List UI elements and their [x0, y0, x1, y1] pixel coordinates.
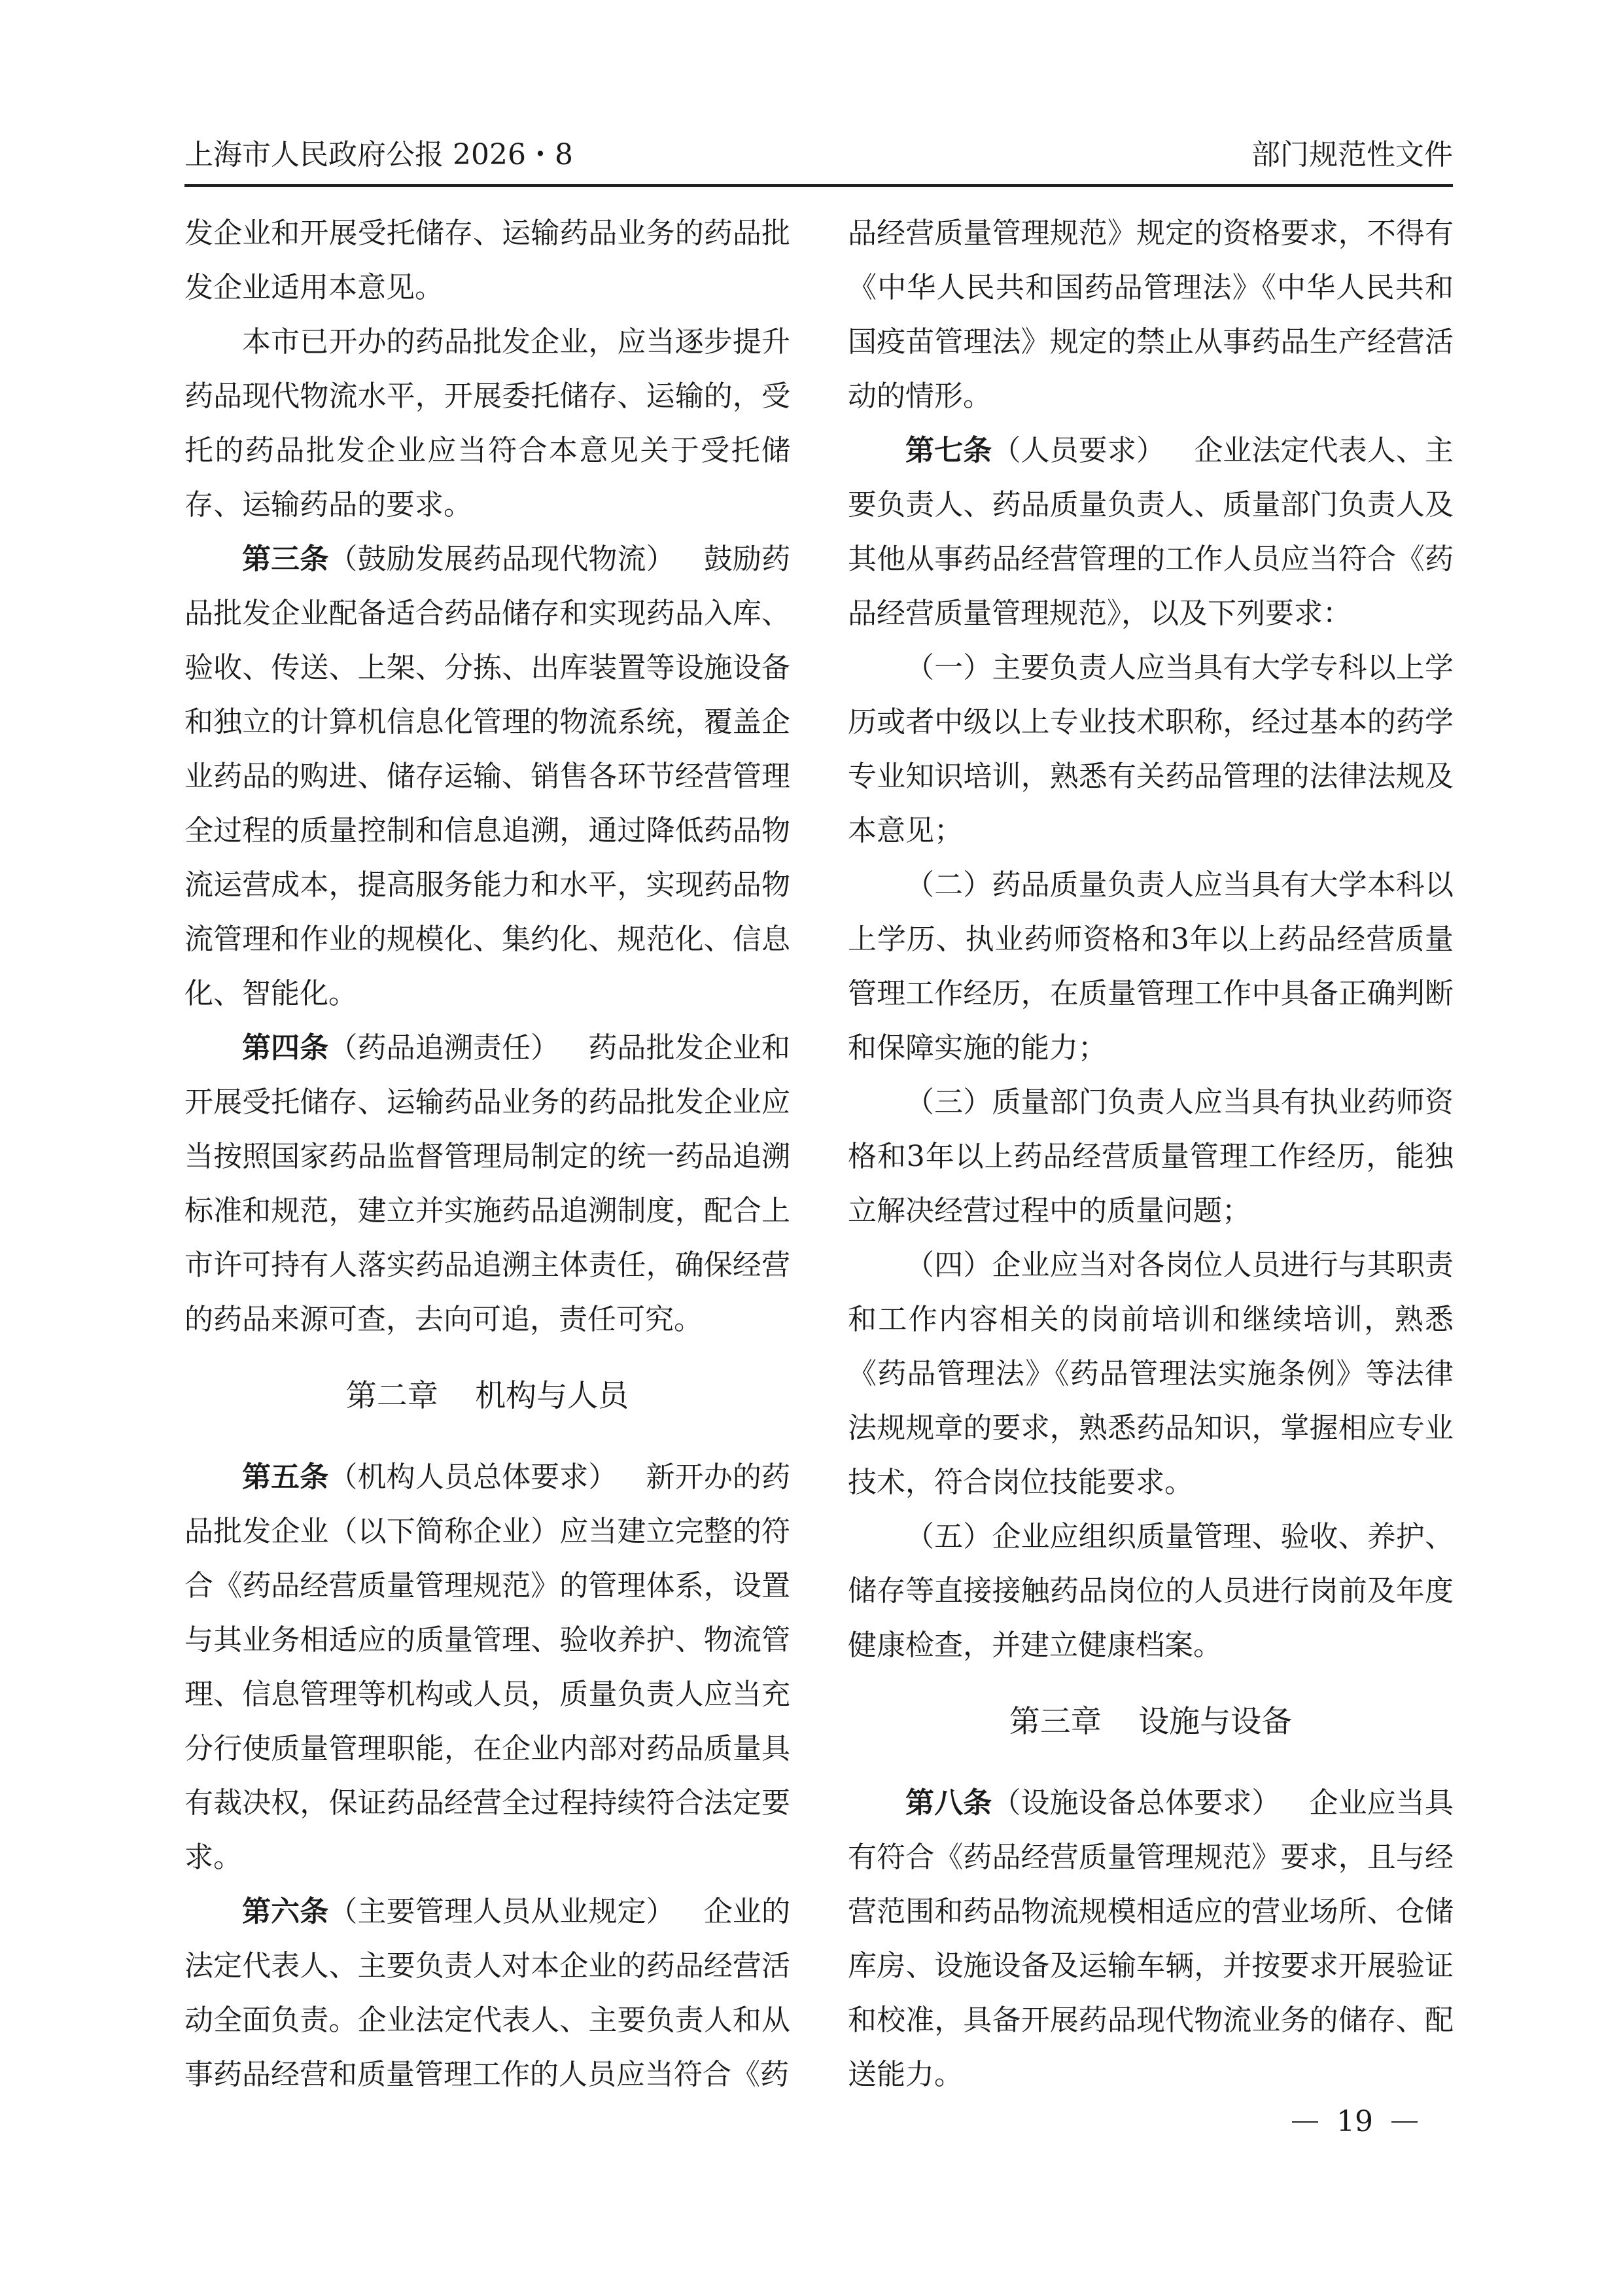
article-title: （机构人员总体要求）	[328, 1460, 618, 1494]
list-item: （五）企业应组织质量管理、验收、养护、储存等直接接触药品岗位的人员进行岗前及年度健康检查，并建立健康档案。	[848, 1520, 1454, 1662]
article-title: （药品追溯责任）	[328, 1031, 560, 1065]
article-number: 第三条	[242, 542, 329, 576]
chapter-heading	[184, 1369, 790, 1423]
chapter-heading	[848, 1695, 1454, 1749]
paragraph-continuation: 发企业和开展受托储存、运输药品业务的药品批发企业适用本意见。	[184, 217, 790, 304]
paragraph: 本市已开办的药品批发企业，应当逐步提升药品现代物流水平，开展委托储存、运输的，受托的药品批发企业应当符合本意见关于受托储存、运输药品的要求。	[184, 325, 790, 521]
article-number: 第五条	[242, 1460, 329, 1494]
article-text: 新开办的药品批发企业（以下简称企业）应当建立完整的符合《药品经营质量管理规范》的管理体系，设置与其业务相适应的质量管理、验收养护、物流管理、信息管理等机构或人员，质量负责人应当充分行使质量管理职能，在企业内部对药品质量具有裁决权，保证药品经营全过程持续符合法定要求。	[184, 1460, 791, 1874]
section-title: 部门规范性文件	[1251, 138, 1453, 171]
page-number-text: 19	[1336, 2105, 1373, 2138]
article-text: 企业应当具有符合《药品经营质量管理规范》要求，且与经营范围和药品物流规模相适应的营业场所、仓储库房、设施设备及运输车辆，并按要求开展验证和校准，具备开展药品现代物流业务的储存、配送能力。	[848, 1786, 1454, 2091]
list-item: （一）主要负责人应当具有大学专科以上学历或者中级以上专业技术职称，经过基本的药学专业知识培训，熟悉有关药品管理的法律法规及本意见；	[848, 651, 1454, 847]
article-number: 第八条	[905, 1786, 992, 1820]
article-text: 鼓励药品批发企业配备适合药品储存和实现药品入库、验收、传送、上架、分拣、出库装置等设施设备和独立的计算机信息化管理的物流系统，覆盖企业药品的购进、储存运输、销售各环节经营管理全过程的质量控制和信息追溯，通过降低药品物流运营成本，提高服务能力和水平，实现药品物流管理和作业的规模化、集约化、规范化、信息化、智能化。	[184, 542, 791, 1010]
chapter-title: 设施与设备	[1138, 1704, 1293, 1740]
page-number	[1292, 2104, 1418, 2140]
dash-right	[1391, 2121, 1418, 2123]
article-7	[848, 423, 1454, 641]
article-3	[184, 532, 790, 1021]
article-text: 药品批发企业和开展受托储存、运输药品业务的药品批发企业应当按照国家药品监督管理局制定的统一药品追溯标准和规范，建立并实施药品追溯制度，配合上市许可持有人落实药品追溯主体责任，确保经营的药品来源可查，去向可追，责任可究。	[184, 1031, 791, 1336]
article-title: （设施设备总体要求）	[992, 1786, 1281, 1820]
header-rule	[184, 184, 1453, 187]
chapter-title: 机构与人员	[475, 1378, 629, 1414]
list-item: （四）企业应当对各岗位人员进行与其职责和工作内容相关的岗前培训和继续培训，熟悉《药品管理法》《药品管理法实施条例》等法律法规规章的要求，熟悉药品知识，掌握相应专业技术，符合岗位技能要求。	[848, 1248, 1454, 1499]
article-number: 第四条	[242, 1031, 329, 1065]
article-5	[184, 1450, 790, 1884]
article-text: 企业法定代表人、主要负责人、药品质量负责人、质量部门负责人及其他从事药品经营管理的工作人员应当符合《药品经营质量管理规范》，以及下列要求：	[848, 434, 1454, 630]
article-4	[184, 1021, 790, 1347]
list-item: （三）质量部门负责人应当具有执业药师资格和3年以上药品经营质量管理工作经历，能独立解决经营过程中的质量问题；	[848, 1086, 1454, 1227]
journal-title: 上海市人民政府公报 2026・8	[184, 138, 573, 171]
chapter-number: 第三章	[1009, 1704, 1102, 1740]
article-title: （鼓励发展药品现代物流）	[328, 542, 675, 576]
article-8	[848, 1776, 1454, 2102]
dash-left	[1292, 2121, 1318, 2123]
article-number: 第六条	[242, 1895, 329, 1928]
list-item: （二）药品质量负责人应当具有大学本科以上学历、执业药师资格和3年以上药品经营质量管理工作经历，在质量管理工作中具备正确判断和保障实施的能力；	[848, 868, 1454, 1065]
article-number: 第七条	[905, 434, 992, 467]
right-column	[848, 206, 1454, 2102]
left-column	[184, 206, 790, 2102]
article-text: 企业的法定代表人、主要负责人对本企业的药品经营活动全面负责。企业法定代表人、主要负责人和从事药品经营和质量管理工作的人员应当符合《药	[184, 1895, 791, 2091]
article-6	[184, 1884, 790, 2102]
article-title: （主要管理人员从业规定）	[328, 1895, 675, 1928]
paragraph-continuation: 品经营质量管理规范》规定的资格要求，不得有《中华人民共和国药品管理法》《中华人民共和国疫苗管理法》规定的禁止从事药品生产经营活动的情形。	[848, 217, 1454, 413]
article-title: （人员要求）	[992, 434, 1166, 467]
chapter-number: 第二章	[345, 1378, 438, 1414]
